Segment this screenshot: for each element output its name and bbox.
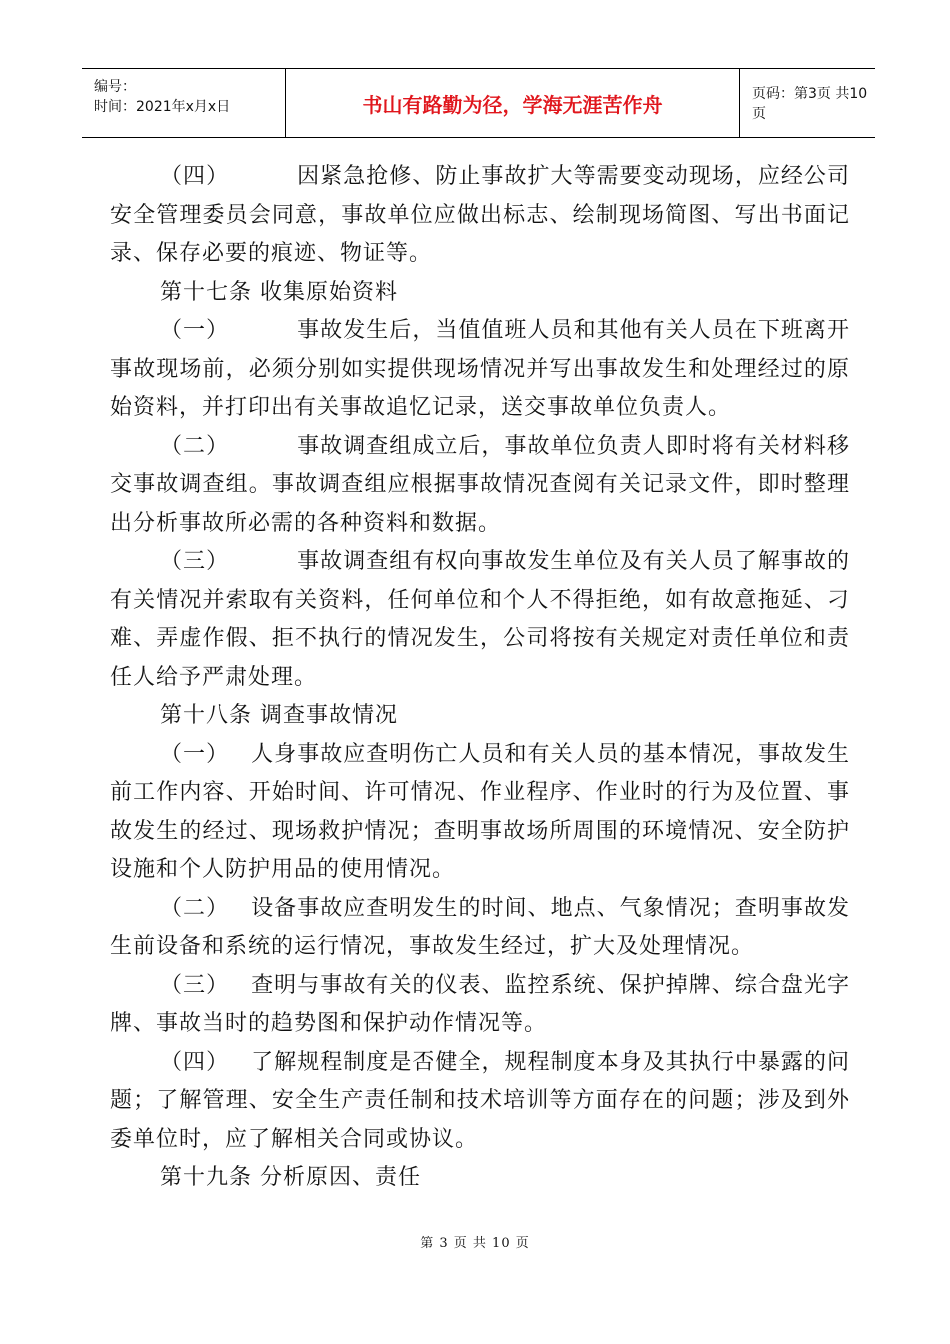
paragraph-text: 了解规程制度是否健全，规程制度本身及其执行中暴露的问题；了解管理、安全生产责任制和技术培训等方面存在的问题；涉及到外委单位时，应了解相关合同或协议。 [110,1049,850,1152]
paragraph-text: 人身事故应查明伤亡人员和有关人员的基本情况，事故发生前工作内容、开始时间、许可情况、作业程序、作业时的行为及位置、事故发生的经过、现场救护情况；查明事故场所周围的环境情况、安全防护设施和个人防护用品的使用情况。 [110,741,850,882]
article-heading: 第十九条 分析原因、责任 [160,1165,421,1190]
header-page-info: 页码：第3页 共10页 [752,86,868,122]
article-heading: 第十八条 调查事故情况 [160,703,398,728]
paragraph-text: 查明与事故有关的仪表、监控系统、保护掉牌、综合盘光字牌、事故当时的趋势图和保护动作情况等。 [110,972,850,1036]
item-number: （二） [160,895,230,921]
paragraph-text: 因紧急抢修、防止事故扩大等需要变动现场，应经公司安全管理委员会同意，事故单位应做出标志、绘制现场简图、写出书面记录、保存必要的痕迹、物证等。 [110,164,850,266]
header-motto: 书山有路勤为径，学海无涯苦作舟 [285,69,740,137]
item-number: （三） [160,549,230,574]
paragraph [110,158,850,274]
paragraph [110,543,850,697]
paragraph [110,736,850,890]
paragraph [110,1044,850,1160]
paragraph-text: 事故调查组成立后，事故单位负责人即时将有关材料移交事故调查组。事故调查组应根据事故情况查阅有关记录文件，即时整理出分析事故所必需的各种资料和数据。 [110,433,850,536]
header-meta [82,69,285,137]
page-footer: 第 3 页 共 10 页 [420,1236,530,1251]
item-number: （四） [160,164,230,189]
paragraph-text: 事故调查组有权向事故发生单位及有关人员了解事故的有关情况并索取有关资料，任何单位和个人不得拒绝，如有故意拖延、刁难、弄虚作假、拒不执行的情况发生，公司将按有关规定对责任单位和责任人给予严肃处理。 [110,549,850,690]
page-header [82,68,875,138]
item-number: （四） [160,1049,230,1075]
paragraph [110,890,850,967]
item-number: （二） [160,433,230,459]
paragraph [110,428,850,544]
item-number: （一） [160,318,230,343]
item-number: （一） [160,741,230,767]
paragraph-text: 设备事故应查明发生的时间、地点、气象情况；查明事故发生前设备和系统的运行情况，事故发生经过，扩大及处理情况。 [110,895,850,959]
document-body [110,158,850,1198]
item-number: （三） [160,972,230,998]
paragraph [110,312,850,428]
paragraph-text: 事故发生后，当值值班人员和其他有关人员在下班离开事故现场前，必须分别如实提供现场情况并写出事故发生和处理经过的原始资料，并打印出有关事故追忆记录，送交事故单位负责人。 [110,318,850,420]
paragraph [110,967,850,1044]
document-time-label: 时间：2021年x月x日 [94,99,231,115]
article-heading: 第十七条 收集原始资料 [160,279,398,305]
document-number-label: 编号： [94,79,136,95]
